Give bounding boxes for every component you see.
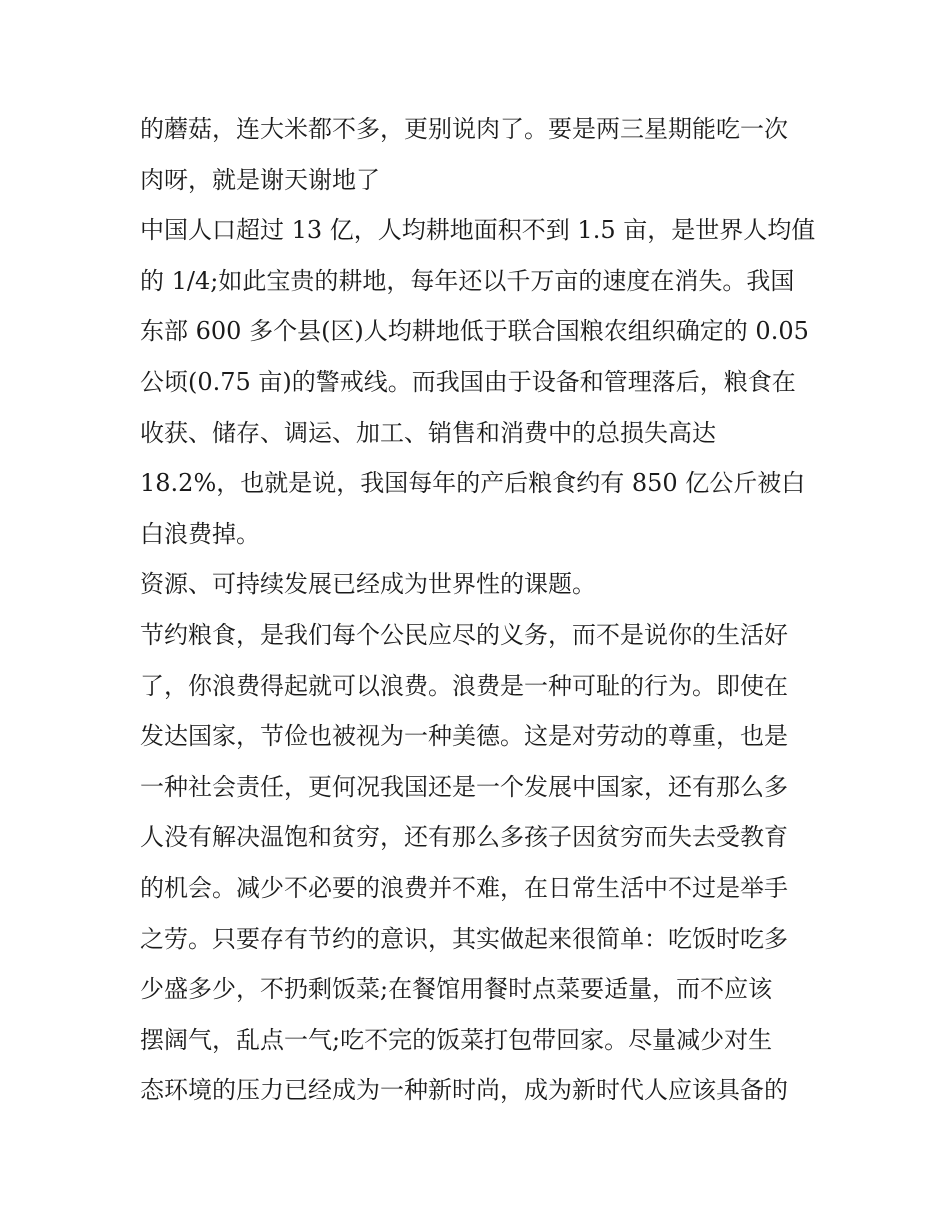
text-line-17: 之劳。只要存有节约的意识，其实做起来很简单：吃饭时吃多 xyxy=(140,924,788,953)
text-line-2: 肉呀，就是谢天谢地了 xyxy=(140,165,380,194)
text-line-6: 公顷(0.75 亩)的警戒线。而我国由于设备和管理落后，粮食在 xyxy=(140,367,796,396)
text-line-20: 态环境的压力已经成为一种新时尚，成为新时代人应该具备的 xyxy=(140,1076,788,1105)
text-line-13: 发达国家，节俭也被视为一种美德。这是对劳动的尊重，也是 xyxy=(140,722,788,751)
text-line-3: 中国人口超过 13 亿，人均耕地面积不到 1.5 亩，是世界人均值 xyxy=(140,216,816,245)
text-line-9: 白浪费掉。 xyxy=(140,519,260,548)
text-line-5: 东部 600 多个县(区)人均耕地低于联合国粮农组织确定的 0.05 xyxy=(140,317,809,346)
text-line-8: 18.2%，也就是说，我国每年的产后粮食约有 850 亿公斤被白 xyxy=(140,469,806,498)
text-line-1: 的蘑菇，连大米都不多，更别说肉了。要是两三星期能吃一次 xyxy=(140,115,788,143)
text-line-19: 摆阔气，乱点一气;吃不完的饭菜打包带回家。尽量减少对生 xyxy=(140,1025,773,1054)
text-line-14: 一种社会责任，更何况我国还是一个发展中国家，还有那么多 xyxy=(140,772,788,801)
text-line-7: 收获、储存、调运、加工、销售和消费中的总损失高达 xyxy=(140,418,716,447)
text-line-15: 人没有解决温饱和贫穷，还有那么多孩子因贫穷而失去受教育 xyxy=(140,823,788,852)
text-line-10: 资源、可持续发展已经成为世界性的课题。 xyxy=(140,570,596,599)
text-line-16: 的机会。减少不必要的浪费并不难，在日常生活中不过是举手 xyxy=(140,873,788,902)
text-line-4: 的 1/4;如此宝贵的耕地，每年还以千万亩的速度在消失。我国 xyxy=(140,266,795,295)
document-body xyxy=(140,104,816,1116)
text-line-11: 节约粮食，是我们每个公民应尽的义务，而不是说你的生活好 xyxy=(140,620,788,649)
text-line-12: 了，你浪费得起就可以浪费。浪费是一种可耻的行为。即使在 xyxy=(140,671,788,700)
text-line-18: 少盛多少，不扔剩饭菜;在餐馆用餐时点菜要适量，而不应该 xyxy=(140,975,773,1004)
